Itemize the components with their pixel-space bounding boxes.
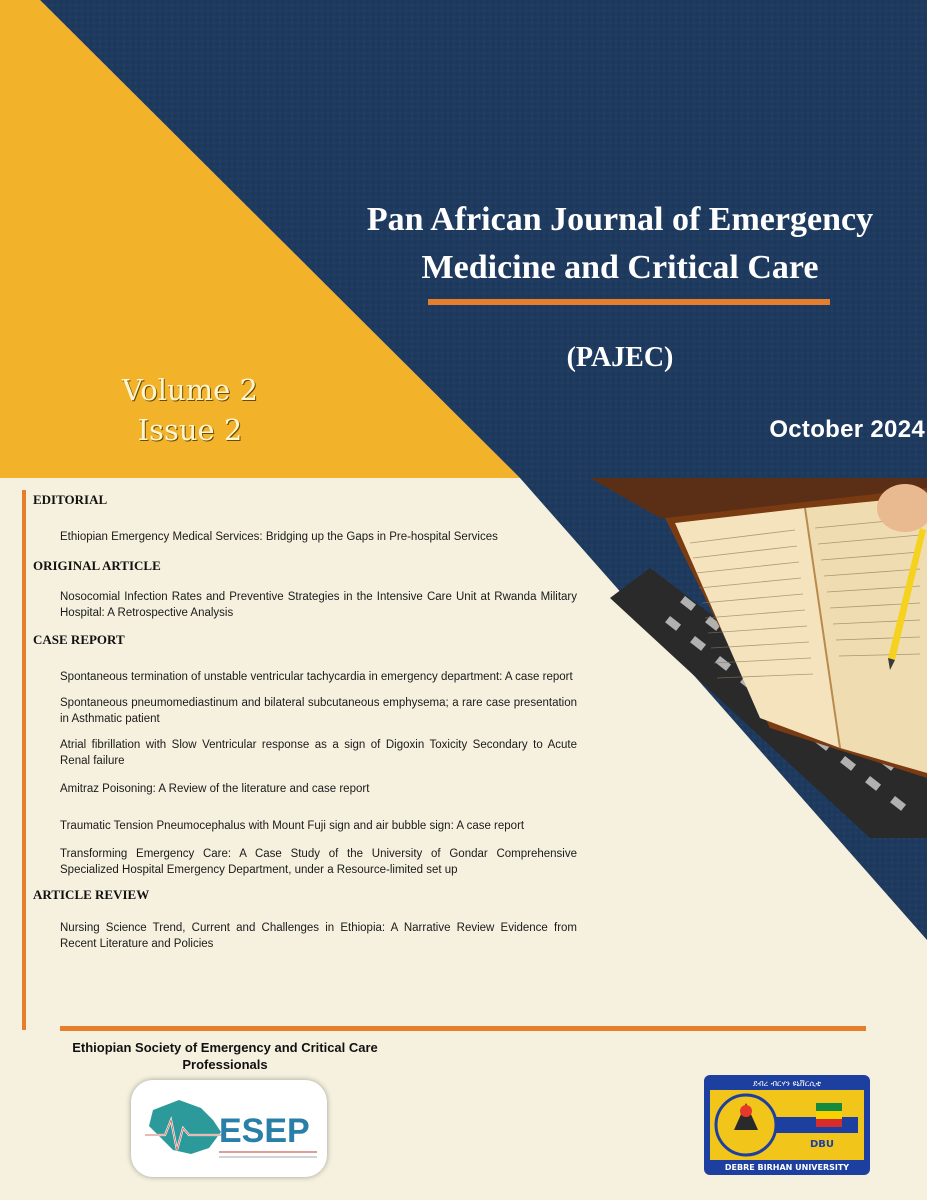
volume-label: Volume 2: [121, 373, 259, 407]
toc-article[interactable]: Amitraz Poisoning: A Review of the literature and case report: [60, 783, 370, 795]
toc-article[interactable]: Nursing Science Trend, Current and Challenges in Ethiopia: A Narrative Review Evidence from Recent Literature and Policies: [60, 922, 577, 950]
dbu-logo: [704, 1075, 870, 1175]
journal-title-line1: Pan African Journal of Emergency: [366, 201, 874, 238]
section-heading-original-article: ORIGINAL ARTICLE: [33, 558, 161, 573]
toc-article[interactable]: Transforming Emergency Care: A Case Study of the University of Gondar Comprehensive Specialized Hospital Emergency Department, under a Resource-limited set up: [60, 848, 577, 876]
esep-logo: [131, 1080, 327, 1177]
publication-date: October 2024: [769, 416, 925, 443]
toc-article[interactable]: Ethiopian Emergency Medical Services: Bridging up the Gaps in Pre-hospital Services: [60, 531, 498, 543]
table-of-contents: [33, 491, 593, 952]
university-key-emblem-icon: [704, 1075, 870, 1175]
ethiopia-map-ecg-icon: [131, 1080, 327, 1177]
section-heading-article-review: ARTICLE REVIEW: [33, 887, 150, 902]
volume-issue: [90, 370, 290, 450]
toc-article[interactable]: Spontaneous termination of unstable ventricular tachycardia in emergency department: A case report: [60, 671, 573, 683]
section-heading-case-report: CASE REPORT: [33, 632, 125, 647]
toc-article[interactable]: Traumatic Tension Pneumocephalus with Mount Fuji sign and air bubble sign: A case report: [60, 820, 525, 832]
society-name-line2: Professionals: [182, 1057, 268, 1072]
dbu-logo-name: DEBRE BIRHAN UNIVERSITY: [724, 1163, 850, 1172]
section-heading-editorial: EDITORIAL: [33, 492, 108, 507]
journal-abbreviation: (PAJEC): [566, 342, 674, 373]
open-book-illustration: [590, 478, 927, 838]
journal-title-line2: Medicine and Critical Care: [421, 249, 819, 286]
esep-logo-text: ESEP: [219, 1112, 310, 1150]
journal-title: [320, 196, 920, 292]
toc-article[interactable]: Nosocomial Infection Rates and Preventive Strategies in the Intensive Care Unit at Rwanda Military Hospital: A Retrospective Analysis: [60, 591, 577, 619]
toc-accent-bar: [22, 490, 26, 1030]
footer-divider: [60, 1026, 866, 1031]
dbu-logo-top-text: ደብረ ብርሃን ዩኒቨርሲቲ: [752, 1079, 822, 1088]
toc-article[interactable]: Atrial fibrillation with Slow Ventricular response as a sign of Digoxin Toxicity Secondary to Acute Renal failure: [60, 739, 577, 767]
issue-label: Issue 2: [137, 413, 243, 447]
society-name: [50, 1039, 400, 1073]
toc-article[interactable]: Spontaneous pneumomediastinum and bilateral subcutaneous emphysema; a rare case presentation in Asthmatic patient: [60, 697, 577, 725]
dbu-logo-initials: DBU: [809, 1139, 835, 1150]
society-name-line1: Ethiopian Society of Emergency and Critical Care: [72, 1040, 378, 1055]
title-divider: [428, 299, 830, 305]
